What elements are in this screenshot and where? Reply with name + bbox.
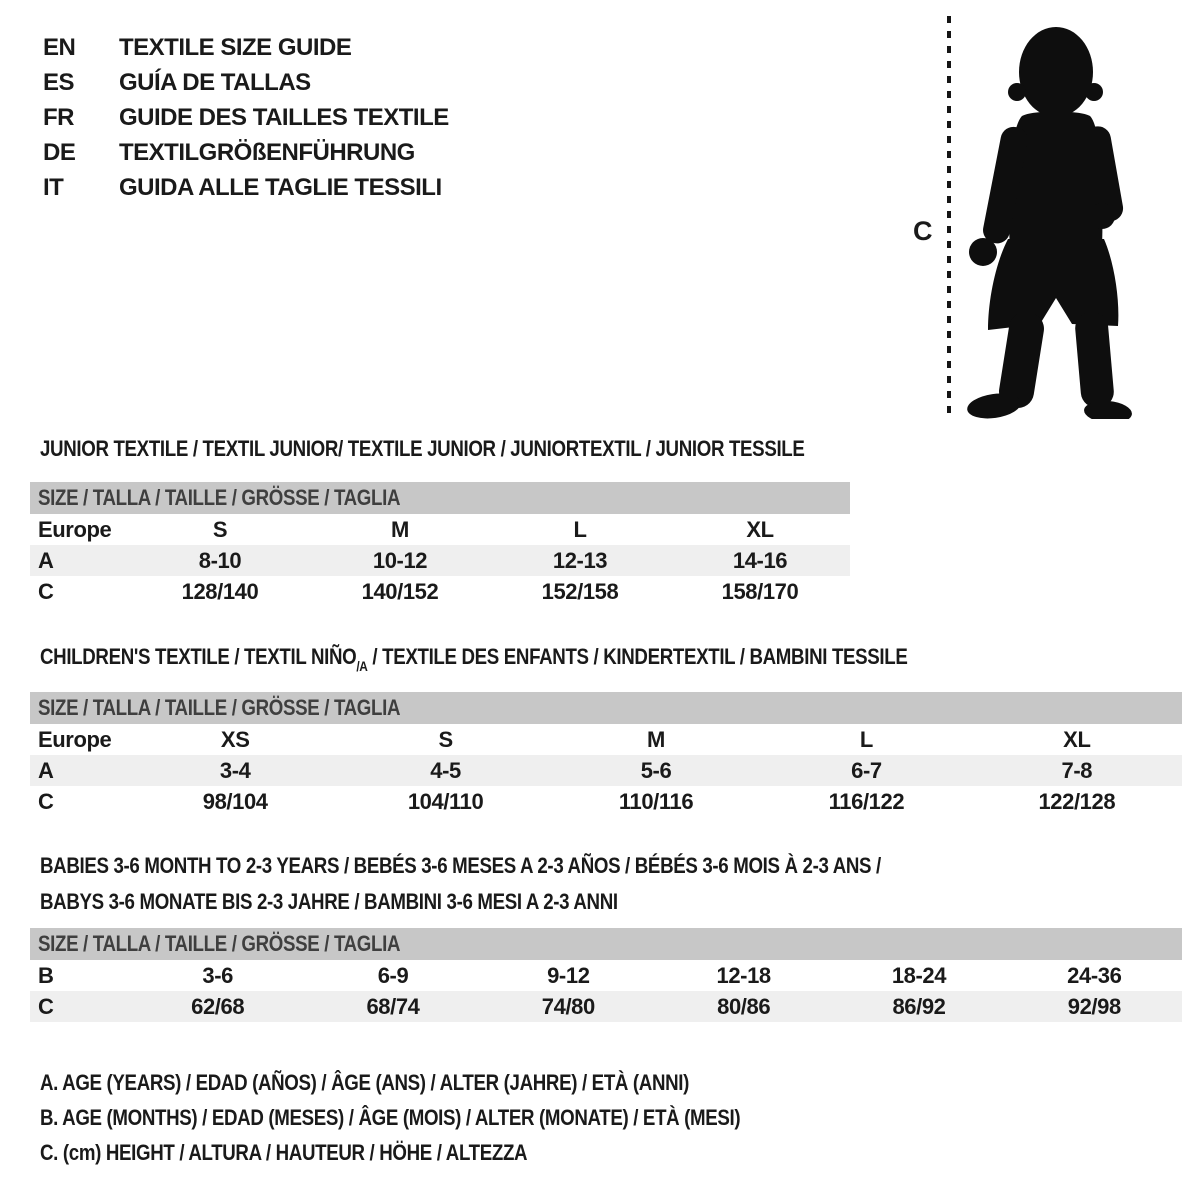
table-row-height-cm [30,991,1182,1022]
row-label-a: A [38,547,54,573]
babies-table-title [40,848,1029,920]
table-row-age-years [30,545,850,576]
toddler-silhouette-icon [962,14,1167,419]
height-cell: 98/104 [202,788,268,814]
children-title-before: CHILDREN'S TEXTILE / TEXTIL NIÑO [40,644,357,669]
height-cell: 152/158 [541,578,619,604]
size-cell: L [859,726,873,752]
legend-line-b-text: B. AGE (MONTHS) / EDAD (MESES) / ÂGE (MOIS) / ALTER (MONATE) / ETÀ (MESI) [40,1105,741,1130]
age-cell: 12-18 [716,962,771,988]
table-row-age-months [30,960,1182,991]
size-header-bar [30,692,1182,724]
height-cell: 92/98 [1067,993,1121,1019]
size-header-text: SIZE / TALLA / TAILLE / GRÖSSE / TAGLIA [38,485,401,510]
babies-table-title-line2: BABYS 3-6 MONATE BIS 2-3 JAHRE / BAMBINI 3-6 MESI A 2-3 ANNI [40,889,618,914]
age-cell: 3-4 [219,757,251,783]
height-cell: 122/128 [1038,788,1116,814]
size-header-text: SIZE / TALLA / TAILLE / GRÖSSE / TAGLIA [38,695,401,720]
table-row-europe [30,724,1182,755]
height-cell: 80/86 [717,993,771,1019]
height-cell: 128/140 [181,578,259,604]
height-cell: 140/152 [361,578,439,604]
language-row-fr [43,100,449,135]
junior-size-table [30,482,850,607]
age-cell: 9-12 [547,962,590,988]
size-cell: M [391,516,409,542]
table-row-europe [30,514,850,545]
size-header-bar [30,482,850,514]
legend-line-c-text: C. (cm) HEIGHT / ALTURA / HAUTEUR / HÖHE / ALTEZZA [40,1140,528,1165]
height-cell: 74/80 [541,993,595,1019]
children-title-after: / TEXTILE DES ENFANTS / KINDERTEXTIL / BAMBINI TESSILE [367,644,908,669]
size-cell: S [438,726,453,752]
language-code: ES [43,68,75,96]
language-title: GUÍA DE TALLAS [119,68,311,96]
table-row-height-cm [30,576,850,607]
row-label-c: C [38,993,54,1019]
language-title: TEXTILE SIZE GUIDE [119,33,352,61]
children-size-table [30,692,1182,817]
table-row-height-cm [30,786,1182,817]
height-cell: 68/74 [366,993,420,1019]
junior-table-title-text: JUNIOR TEXTILE / TEXTIL JUNIOR/ TEXTILE JUNIOR / JUNIORTEXTIL / JUNIOR TESSILE [40,436,805,461]
size-cell: XS [220,726,250,752]
table-row-age-years [30,755,1182,786]
children-table-title [40,644,1061,675]
row-label-c: C [38,578,54,604]
height-cell: 86/92 [892,993,946,1019]
language-code: FR [43,103,74,131]
row-label-b: B [38,962,54,988]
age-cell: 7-8 [1061,757,1093,783]
row-label-c: C [38,788,54,814]
language-row-it [43,170,449,205]
language-row-en [43,30,449,65]
height-cell: 104/110 [407,788,484,814]
language-code: DE [43,138,76,166]
height-cell: 110/116 [618,788,694,814]
legend-line-b [40,1105,864,1140]
babies-size-table [30,928,1182,1022]
size-header-text: SIZE / TALLA / TAILLE / GRÖSSE / TAGLIA [38,931,401,956]
row-label-a: A [38,757,54,783]
size-cell: M [647,726,665,752]
age-cell: 3-6 [202,962,233,988]
babies-table-title-line1: BABIES 3-6 MONTH TO 2-3 YEARS / BEBÉS 3-6 MESES A 2-3 AÑOS / BÉBÉS 3-6 MOIS À 2-3 ANS / [40,853,881,878]
language-title: GUIDA ALLE TAGLIE TESSILI [119,173,442,201]
legend-line-a-text: A. AGE (YEARS) / EDAD (AÑOS) / ÂGE (ANS) / ALTER (JAHRE) / ETÀ (ANNI) [40,1070,690,1095]
language-title: TEXTILGRÖßENFÜHRUNG [119,138,415,166]
height-cell: 116/122 [828,788,905,814]
height-measure-label: C [913,216,933,246]
age-cell: 14-16 [732,547,788,573]
language-title-list [43,30,449,205]
row-label-europe: Europe [38,516,112,542]
legend-line-a [40,1070,864,1105]
age-cell: 24-36 [1067,962,1122,988]
size-header-bar [30,928,1182,960]
size-cell: XL [1063,726,1091,752]
age-cell: 6-9 [377,962,409,988]
children-table-title-text [40,644,908,675]
language-code: IT [43,173,64,201]
size-cell: S [212,516,228,542]
age-cell: 12-13 [552,547,608,573]
size-cell: XL [746,516,774,542]
age-cell: 10-12 [372,547,428,573]
legend [40,1070,864,1175]
age-cell: 6-7 [851,757,882,783]
language-row-es [43,65,449,100]
age-cell: 18-24 [891,962,947,988]
language-code: EN [43,33,76,61]
age-cell: 8-10 [198,547,242,573]
size-cell: L [573,516,587,542]
legend-line-c [40,1140,864,1175]
height-cell: 158/170 [721,578,799,604]
children-title-sub: /A [356,658,368,675]
row-label-europe: Europe [38,726,112,752]
age-cell: 4-5 [430,757,461,783]
language-row-de [43,135,449,170]
age-cell: 5-6 [640,757,672,783]
junior-table-title [40,436,939,462]
height-measure-line [947,16,951,414]
language-title: GUIDE DES TAILLES TEXTILE [119,103,449,131]
height-cell: 62/68 [191,993,245,1019]
